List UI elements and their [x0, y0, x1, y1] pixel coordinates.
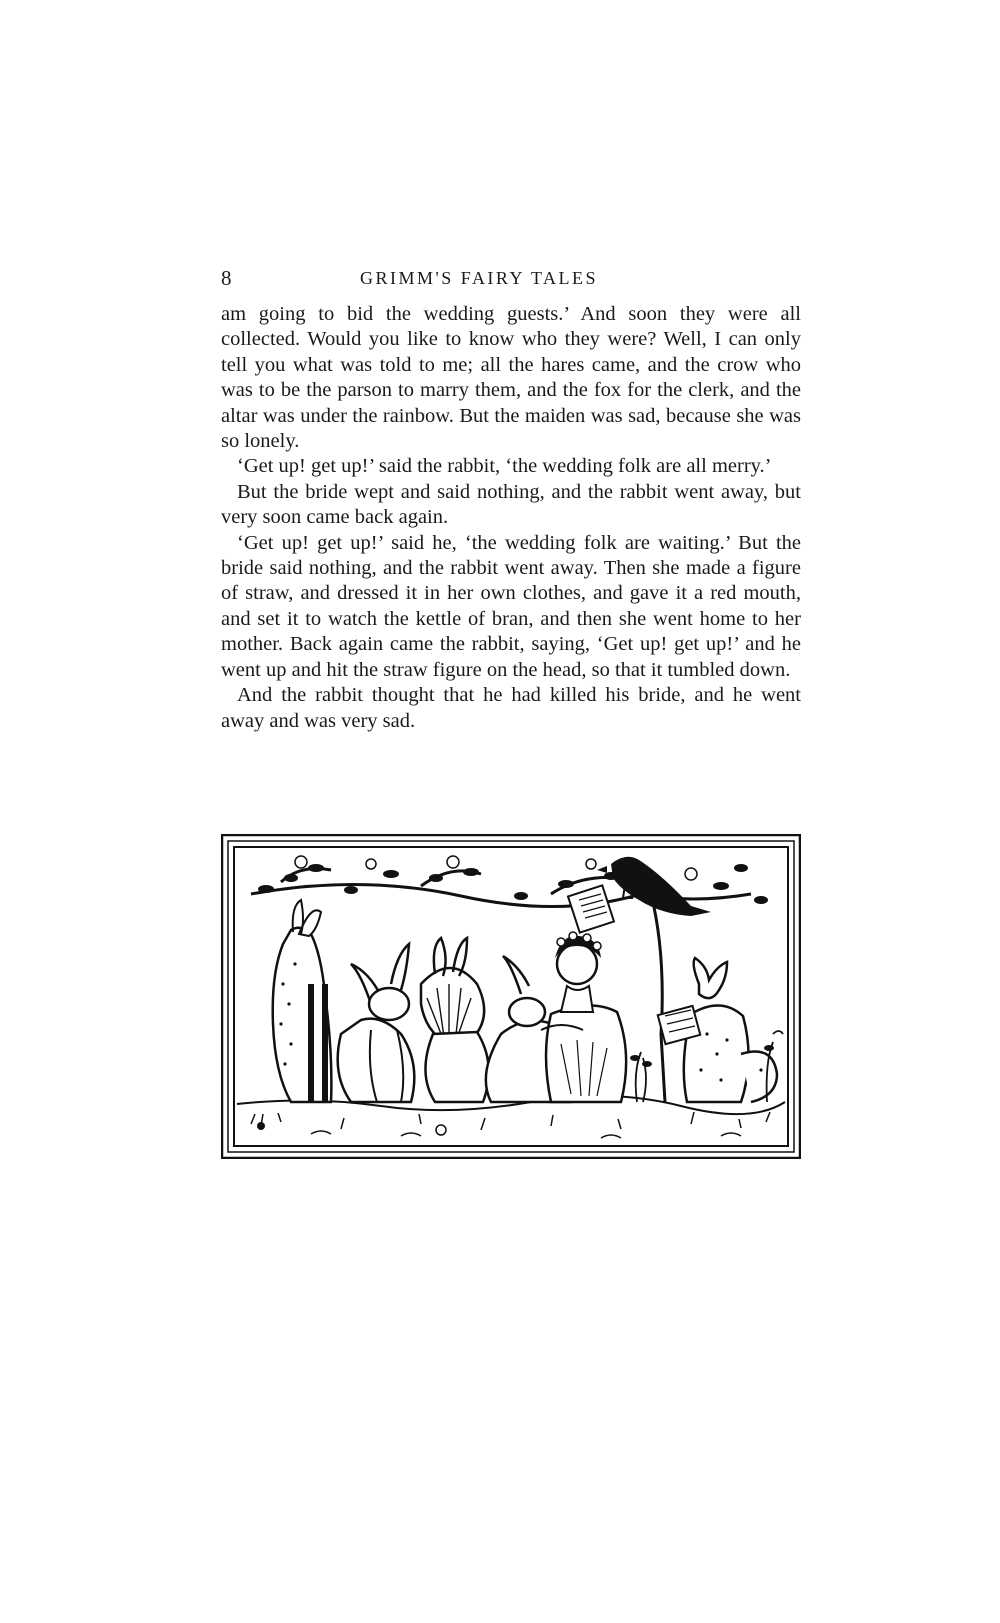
paragraph: am going to bid the wedding guests.’ And soon they were all collected. Would you like to know who they were? Well, I can only tell you what was told to me; all the hares came, and the crow who was to be the parson to marry them, and the fox for the clerk, and the altar was under the rainbow. But the maiden was sad, because she was so lonely.: [221, 303, 801, 453]
page-number: 8: [221, 266, 232, 290]
running-head: GRIMM'S FAIRY TALES: [360, 268, 599, 288]
paragraph: But the bride wept and said nothing, and the rabbit went away, but very soon came back again.: [221, 480, 801, 529]
paragraph: And the rabbit thought that he had killed his bride, and he went away and was very sad.: [221, 684, 801, 732]
paragraph: ‘Get up! get up!’ said the rabbit, ‘the wedding folk are all merry.’: [237, 455, 772, 478]
woodcut-wedding-scene-icon: [221, 834, 801, 1159]
paragraph: ‘Get up! get up!’ said he, ‘the wedding folk are waiting.’ But the bride said nothing, and the rabbit went away. Then she made a figure of straw, and dressed it in her own clothes, and gave it a red mouth, and set it to watch the kettle of bran, and then she went home to her mother. Back again came the rabbit, saying, ‘Get up! get up!’ and he went up and hit the straw figure on the head, so that it tumbled down.: [221, 531, 801, 681]
story-text: [221, 302, 801, 734]
